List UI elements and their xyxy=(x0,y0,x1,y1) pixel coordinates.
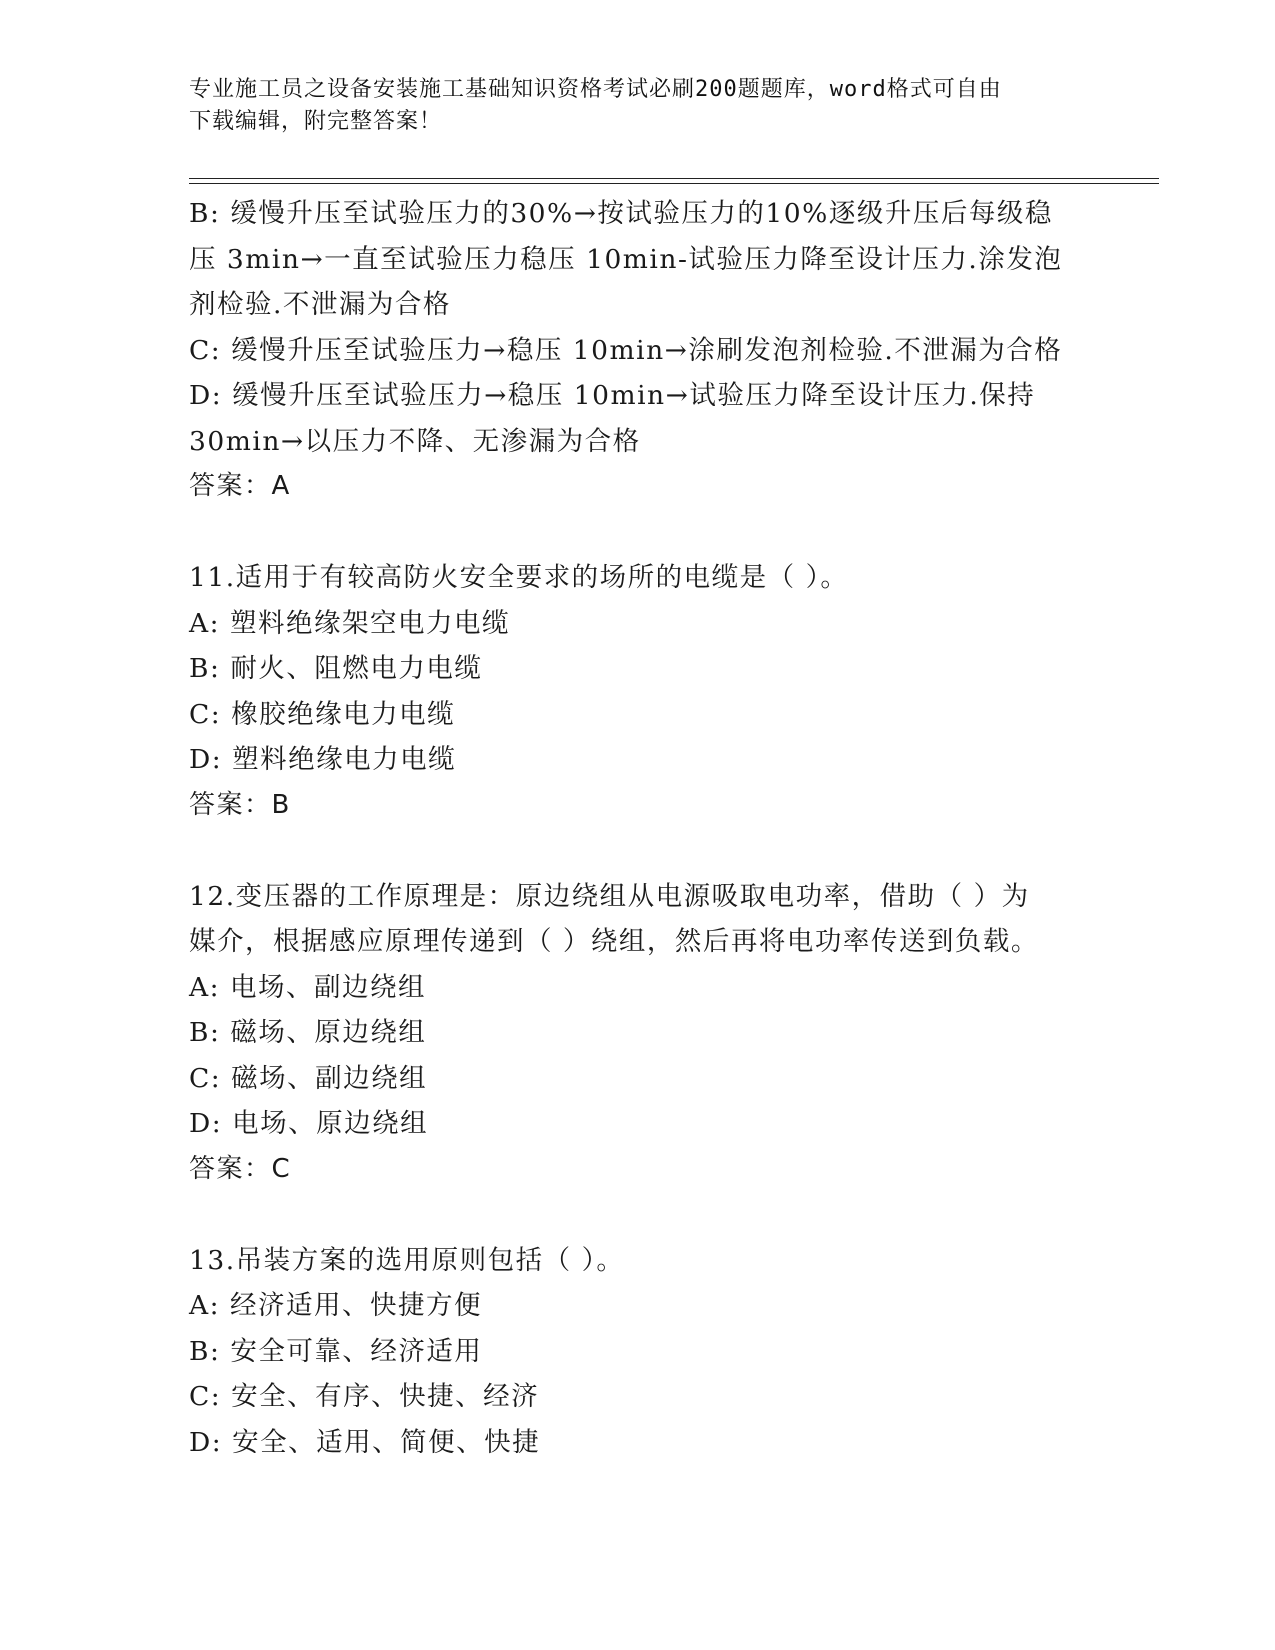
question-10-continued xyxy=(189,191,1189,510)
option-d: D: 安全、适用、简便、快捷 xyxy=(189,1426,541,1458)
option-b-line-2: 压 3min→一直至试验压力稳压 10min-试验压力降至设计压力.涂发泡 xyxy=(189,243,1063,275)
spacer xyxy=(189,1192,1189,1238)
option-b: B: 耐火、阻燃电力电缆 xyxy=(189,653,483,684)
question-stem: 11.适用于有较高防火安全要求的场所的电缆是（ ）。 xyxy=(189,562,849,593)
header-line-2: 下载编辑，附完整答案！ xyxy=(189,109,443,134)
header-rule-top xyxy=(189,178,1159,179)
answer: 答案：C xyxy=(189,1153,292,1184)
question-stem-line-2: 媒介，根据感应原理传递到（ ）绕组，然后再将电功率传送到负载。 xyxy=(189,926,1039,957)
question-stem: 13.吊装方案的选用原则包括（ ）。 xyxy=(189,1244,625,1276)
option-c: C: 安全、有序、快捷、经济 xyxy=(189,1381,540,1412)
option-c: C: 缓慢升压至试验压力→稳压 10min→涂刷发泡剂检验.不泄漏为合格 xyxy=(189,334,1063,366)
spacer xyxy=(189,828,1189,874)
header-rule-bottom xyxy=(189,183,1159,184)
question-stem-line-1: 12.变压器的工作原理是：原边绕组从电源吸取电功率，借助（ ）为 xyxy=(189,880,1030,912)
answer: 答案：A xyxy=(189,471,291,501)
question-13 xyxy=(189,1238,1189,1466)
option-b-line-1: B: 缓慢升压至试验压力的30%→按试验压力的10%逐级升压后每级稳 xyxy=(189,198,1053,229)
option-b-line-3: 剂检验.不泄漏为合格 xyxy=(189,289,451,320)
option-b: B: 磁场、原边绕组 xyxy=(189,1017,427,1048)
option-a: A: 经济适用、快捷方便 xyxy=(189,1290,482,1321)
question-11 xyxy=(189,555,1189,828)
option-c: C: 橡胶绝缘电力电缆 xyxy=(189,698,456,730)
question-12 xyxy=(189,874,1189,1193)
option-d-line-1: D: 缓慢升压至试验压力→稳压 10min→试验压力降至设计压力.保持 xyxy=(189,380,1036,411)
spacer xyxy=(189,510,1189,556)
document-body xyxy=(189,191,1189,1465)
option-d: D: 电场、原边绕组 xyxy=(189,1108,429,1139)
option-a: A: 电场、副边绕组 xyxy=(189,971,426,1003)
answer: 答案：B xyxy=(189,789,291,820)
option-a: A: 塑料绝缘架空电力电缆 xyxy=(189,607,510,639)
option-d: D: 塑料绝缘电力电缆 xyxy=(189,744,457,775)
header-line-1: 专业施工员之设备安装施工基础知识资格考试必刷200题题库，word格式可自由 xyxy=(189,77,1002,102)
document-header xyxy=(189,74,1089,138)
option-b: B: 安全可靠、经济适用 xyxy=(189,1335,483,1367)
option-d-line-2: 30min→以压力不降、无渗漏为合格 xyxy=(189,425,641,457)
option-c: C: 磁场、副边绕组 xyxy=(189,1062,428,1094)
